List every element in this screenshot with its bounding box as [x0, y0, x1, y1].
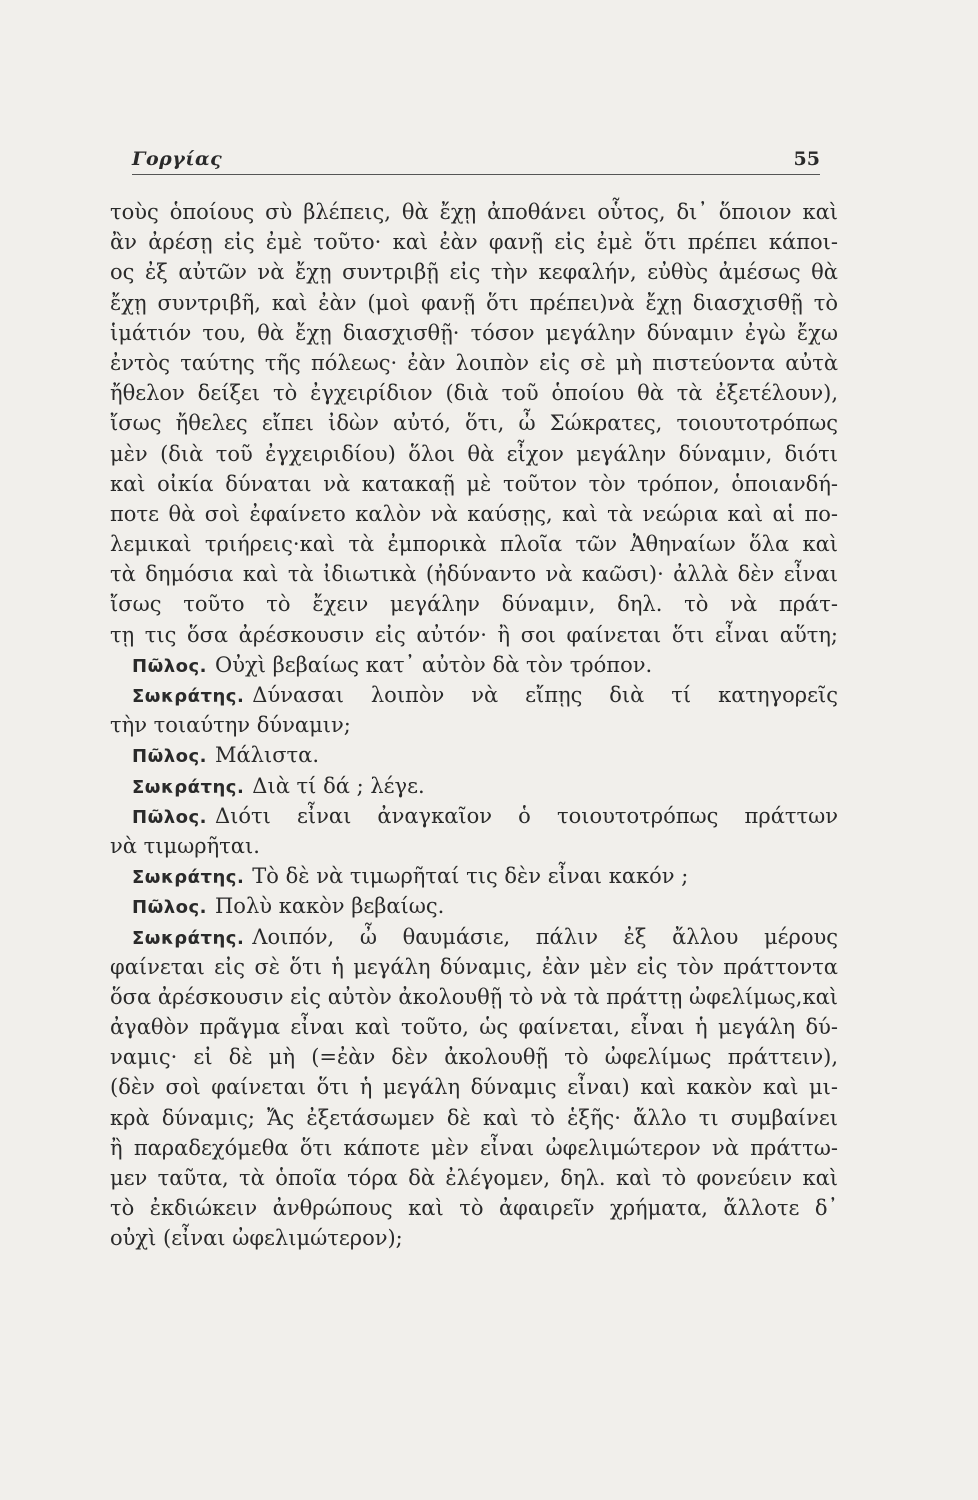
text-line	[110, 982, 838, 1012]
line-text: καὶ οἰκία δύναται νὰ κατακαῇ μὲ τοῦτον τὸν τρόπον, ὁποιανδή-	[110, 471, 838, 496]
line-text: Διὰ τί δά ; λέγε.	[252, 773, 425, 798]
line-text: ἢ παραδεχόμεθα ὅτι κάποτε μὲν εἶναι ὠφελιμώτερον νὰ πράττω-	[110, 1135, 838, 1160]
text-line	[110, 1103, 838, 1133]
running-title: Γοργίας	[132, 148, 223, 170]
line-text: Μάλιστα.	[214, 743, 320, 768]
speaker-name: Σωκράτης.	[132, 927, 245, 949]
line-text: ἴσως ἤθελες εἴπει ἰδὼν αὐτό, ὅτι, ὦ Σώκρατες, τοιουτοτρόπως	[110, 411, 838, 436]
text-line	[110, 559, 838, 589]
text-line	[110, 650, 838, 680]
line-text: Δύνασαι λοιπὸν νὰ εἴπῃς διὰ τί κατηγορεῖς	[252, 683, 838, 707]
line-text: Πολὺ κακὸν βεβαίως.	[214, 894, 445, 919]
text-line	[110, 197, 838, 227]
line-text: τῃ τις ὅσα ἀρέσκουσιν εἰς αὐτόν· ἢ σοι φαίνεται ὅτι εἶναι αὕτη;	[110, 622, 838, 647]
line-text: τὰ δημόσια καὶ τὰ ἰδιωτικὰ (ἠδύναντο νὰ καῶσι)· ἀλλὰ δὲν εἶναι	[110, 562, 838, 587]
body-text	[110, 197, 838, 1254]
line-text: Οὐχὶ βεβαίως κατ᾿ αὐτὸν δὰ τὸν τρόπον.	[214, 652, 653, 677]
speaker-name: Σωκράτης.	[132, 867, 245, 889]
text-line	[110, 740, 838, 770]
line-text: ἴσως τοῦτο τὸ ἔχειν μεγάλην δύναμιν, δηλ. τὸ νὰ πράτ-	[110, 592, 838, 617]
line-text: ποτε θὰ σοὶ ἐφαίνετο καλὸν νὰ καύσῃς, καὶ τὰ νεώρια καὶ αἱ πο-	[110, 501, 838, 526]
line-text: μὲν (διὰ τοῦ ἐγχειριδίου) ὅλοι θὰ εἶχον μεγάλην δύναμιν, διότι	[110, 441, 838, 466]
text-line	[110, 1072, 838, 1102]
line-text: κρὰ δύναμις; Ἄς ἐξετάσωμεν δὲ καὶ τὸ ἑξῆς· ἄλλο τι συμβαίνει	[110, 1105, 838, 1130]
text-line	[110, 922, 838, 952]
line-text: Τὸ δὲ νὰ τιμωρῆταί τις δὲν εἶναι κακόν ;	[252, 864, 689, 889]
text-line	[110, 499, 838, 529]
page-number: 55	[793, 148, 820, 170]
text-line	[110, 589, 838, 619]
speaker-name: Πῶλος.	[132, 897, 207, 919]
text-line	[110, 1163, 838, 1193]
line-text: τοὺς ὁποίους σὺ βλέπεις, θὰ ἔχῃ ἀποθάνει οὗτος, δι᾿ ὅποιον καὶ	[110, 200, 838, 224]
text-line	[110, 439, 838, 469]
line-text: φαίνεται εἰς σὲ ὅτι ἡ μεγάλη δύναμις, ἐὰν μὲν εἰς τὸν πράττοντα	[110, 954, 838, 979]
speaker-name: Σωκράτης.	[132, 776, 245, 798]
text-line	[110, 831, 838, 861]
text-line	[110, 1012, 838, 1042]
line-text: ἀγαθὸν πρᾶγμα εἶναι καὶ τοῦτο, ὡς φαίνεται, εἶναι ἡ μεγάλη δύ-	[110, 1015, 838, 1040]
line-text: ὅσα ἀρέσκουσιν εἰς αὐτὸν ἀκολουθῇ τὸ νὰ τὰ πράττῃ ὠφελίμως,καὶ	[110, 984, 838, 1009]
text-line	[110, 1042, 838, 1072]
text-line	[110, 1223, 838, 1253]
line-text: Λοιπόν, ὦ θαυμάσιε, πάλιν ἐξ ἄλλου μέρους	[252, 924, 838, 949]
line-text: Διότι εἶναι ἀναγκαῖον ὁ τοιουτοτρόπως πράττων	[214, 803, 838, 828]
text-line	[110, 771, 838, 801]
line-text: νὰ τιμωρῆται.	[110, 833, 260, 858]
line-text: ἔχῃ συντριβῆ, καὶ ἐὰν (μοὶ φανῇ ὅτι πρέπει)νὰ ἔχῃ διασχισθῇ τὸ	[110, 290, 838, 315]
text-line	[110, 680, 838, 710]
text-line	[110, 227, 838, 257]
text-line	[110, 952, 838, 982]
text-line	[110, 710, 838, 740]
line-text: ἂν ἀρέσῃ εἰς ἐμὲ τοῦτο· καὶ ἐὰν φανῇ εἰς ἐμὲ ὅτι πρέπει κάποι-	[110, 230, 838, 255]
text-line	[110, 288, 838, 318]
text-line	[110, 1133, 838, 1163]
speaker-name: Πῶλος.	[132, 806, 207, 828]
line-text: (δὲν σοὶ φαίνεται ὅτι ἡ μεγάλη δύναμις εἶναι) καὶ κακὸν καὶ μι-	[110, 1075, 838, 1100]
line-text: ος ἐξ αὐτῶν νὰ ἔχῃ συντριβῇ εἰς τὴν κεφαλήν, εὐθὺς ἀμέσως θὰ	[110, 260, 838, 285]
line-text: τὸ ἐκδιώκειν ἀνθρώπους καὶ τὸ ἀφαιρεῖν χρήματα, ἄλλοτε δ᾿	[110, 1196, 838, 1221]
text-line	[110, 378, 838, 408]
text-line	[110, 318, 838, 348]
text-line	[110, 620, 838, 650]
page-header	[132, 148, 820, 175]
line-text: λεμικαὶ τριήρεις·καὶ τὰ ἐμπορικὰ πλοῖα τῶν Ἀθηναίων ὅλα καὶ	[110, 532, 838, 557]
line-text: τὴν τοιαύτην δύναμιν;	[110, 713, 351, 738]
text-line	[110, 529, 838, 559]
speaker-name: Πῶλος.	[132, 746, 207, 768]
text-line	[110, 348, 838, 378]
line-text: μεν ταῦτα, τὰ ὁποῖα τόρα δὰ ἐλέγομεν, δηλ. καὶ τὸ φονεύειν καὶ	[110, 1166, 838, 1190]
text-line	[110, 801, 838, 831]
line-text: ναμις· εἰ δὲ μὴ (=ἐὰν δὲν ἀκολουθῇ τὸ ὠφελίμως πράττειν),	[110, 1045, 838, 1070]
line-text: ἤθελον δείξει τὸ ἐγχειρίδιον (διὰ τοῦ ὁποίου θὰ τὰ ἐξετέλουν),	[110, 381, 838, 406]
speaker-name: Πῶλος.	[132, 655, 207, 677]
line-text: ἐντὸς ταύτης τῆς πόλεως· ἐὰν λοιπὸν εἰς σὲ μὴ πιστεύοντα αὐτὰ	[110, 350, 838, 375]
text-line	[110, 469, 838, 499]
text-line	[110, 257, 838, 287]
text-line	[110, 408, 838, 438]
line-text: οὐχὶ (εἶναι ὠφελιμώτερον);	[110, 1226, 403, 1251]
line-text: ἱμάτιόν του, θὰ ἔχῃ διασχισθῇ· τόσον μεγάλην δύναμιν ἐγὼ ἔχω	[110, 320, 838, 345]
text-line	[110, 861, 838, 891]
text-line	[110, 891, 838, 921]
speaker-name: Σωκράτης.	[132, 686, 245, 707]
text-line	[110, 1193, 838, 1223]
